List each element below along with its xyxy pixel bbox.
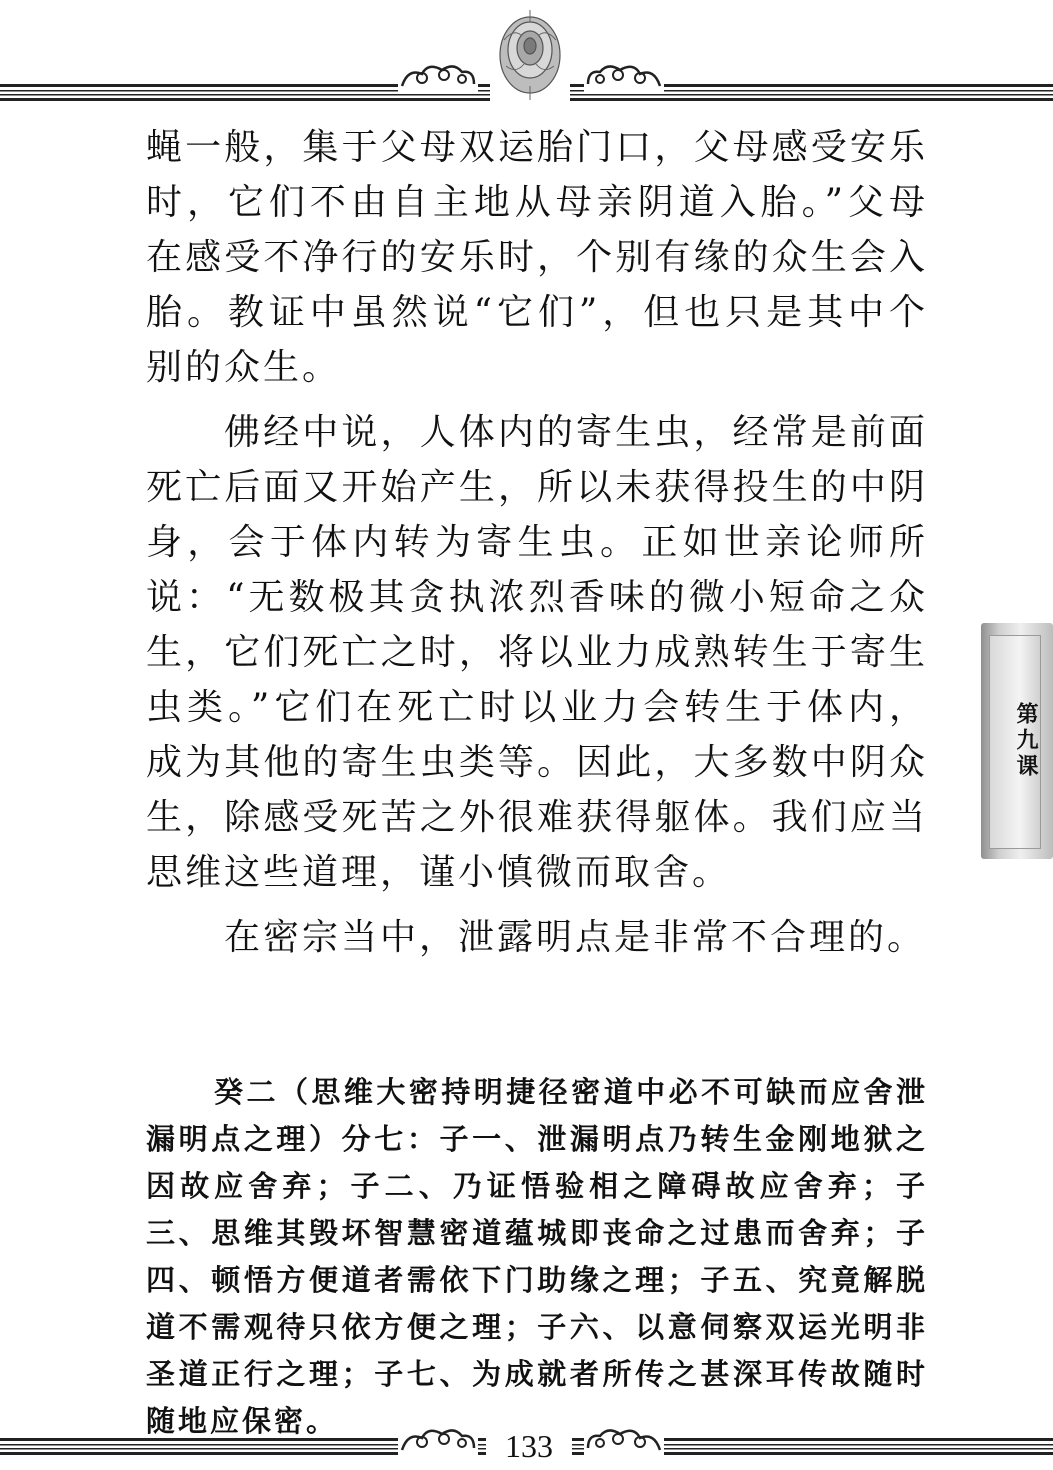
outline-section: 癸二（思维大密持明捷径密道中必不可缺而应舍泄漏明点之理）分七：子一、泄漏明点乃转生金刚地狱之因故应舍弃；子二、乃证悟验相之障碍故应舍弃；子三、思维其毁坏智慧密道蕴城即丧命之过患而舍弃；子四、顿悟方便道者需依下门助缘之理；子五、究竟解脱道不需观待只依方便之理；子六、以意伺察双运光明非圣道正行之理；子七、为成就者所传之甚深耳传故随时随地应保密。 <box>146 1075 928 1438</box>
chapter-side-tab <box>981 623 1053 859</box>
auspicious-cloud-icon <box>584 1424 664 1456</box>
paragraph: 在密宗当中，泄露明点是非常不合理的。 <box>224 917 927 958</box>
paragraph: 佛经中说，人体内的寄生虫，经常是前面死亡后面又开始产生，所以未获得投生的中阴身，会于体内转为寄生虫。正如世亲论师所说：“无数极其贪执浓烈香味的微小短命之众生，它们死亡之时，将以业力成熟转生于寄生虫类。”它们在死亡时以业力会转生于体内，成为其他的寄生虫类等。因此，大多数中阴众生，除感受死苦之外很难获得躯体。我们应当思维这些道理，谨小慎微而取舍。 <box>146 412 928 893</box>
lotus-flower-icon <box>490 0 570 105</box>
auspicious-cloud-icon <box>398 1424 478 1456</box>
auspicious-cloud-icon <box>398 60 478 92</box>
chapter-side-tab-panel <box>989 635 1041 849</box>
auspicious-cloud-icon <box>584 60 664 92</box>
paragraph: 蝇一般，集于父母双运胎门口，父母感受安乐时，它们不由自主地从母亲阴道入胎。”父母在感受不净行的安乐时，个别有缘的众生会入胎。教证中虽然说“它们”，但也只是其中个别的众生。 <box>146 127 928 388</box>
page-number: 133 <box>486 1428 572 1464</box>
chapter-label: 第九课 <box>1013 702 1038 780</box>
body-text <box>146 120 928 975</box>
